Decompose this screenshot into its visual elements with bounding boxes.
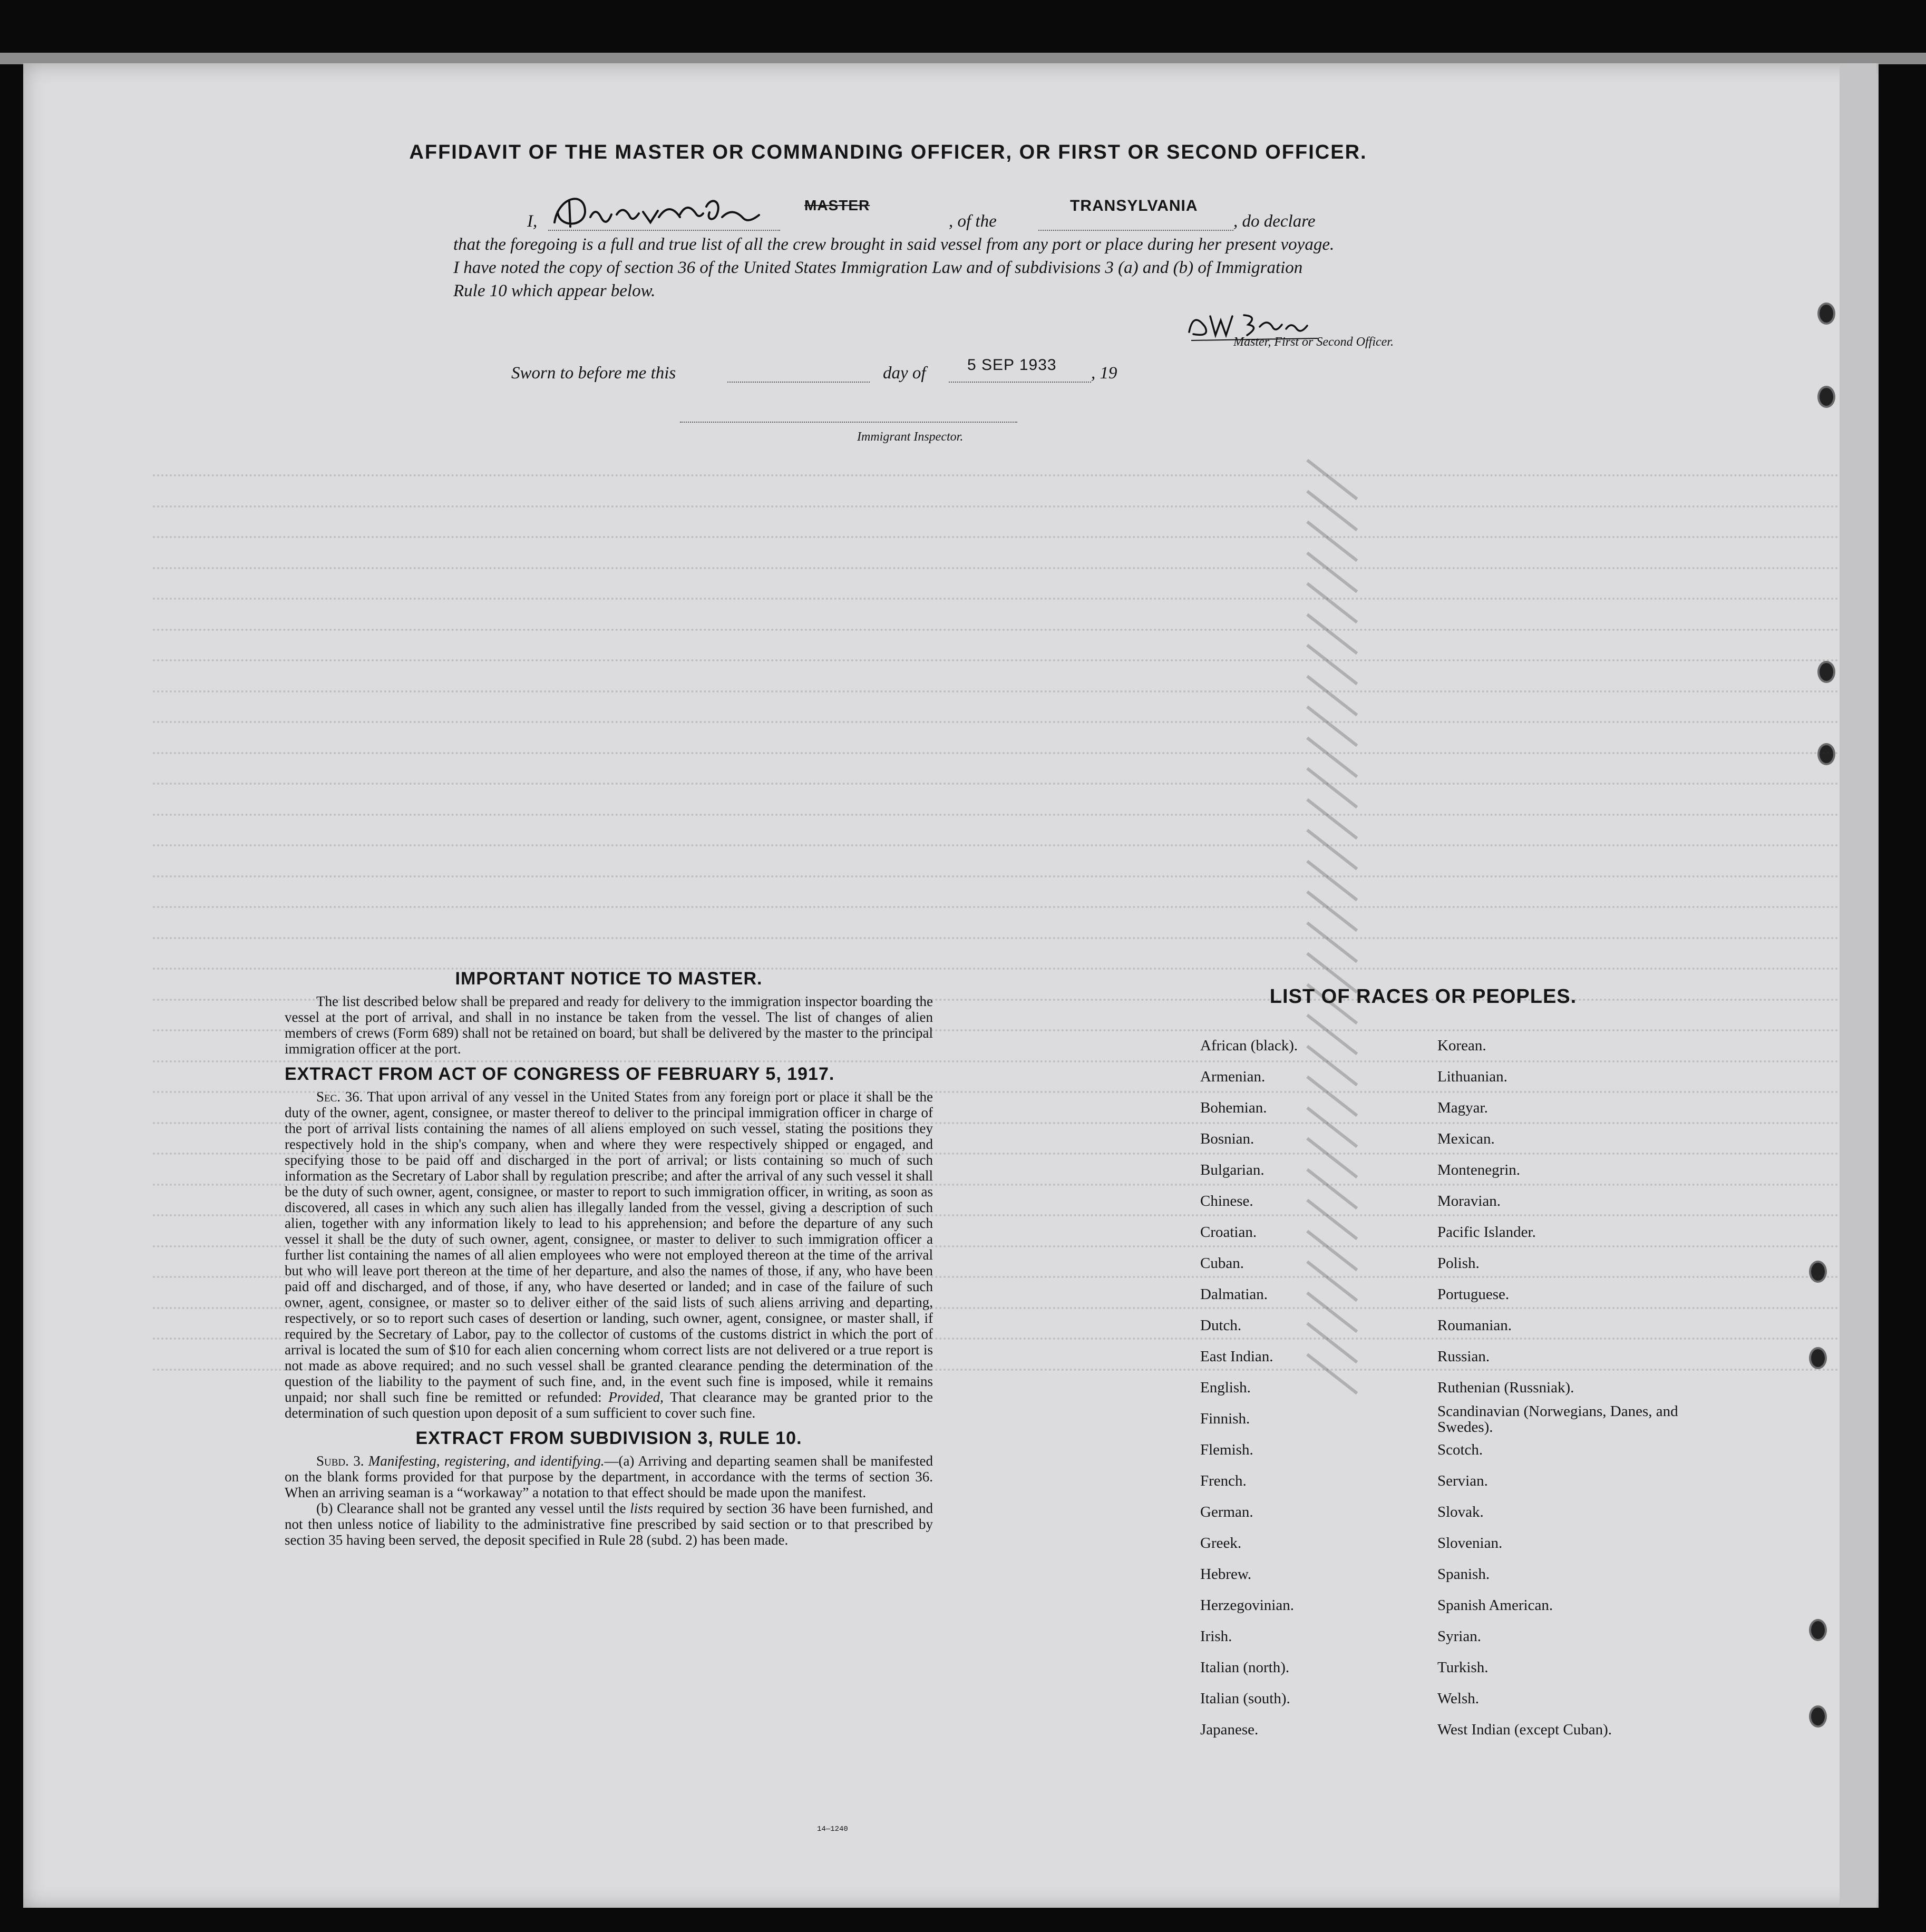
bleed-through-row <box>153 505 1840 515</box>
underlying-page-strip <box>1840 63 1876 1908</box>
race-item: Portuguese. <box>1437 1286 1510 1303</box>
affidavit-line-2: that the foregoing is a full and true list of all the crew brought in said vessel from any port or place during her present voyage. <box>453 235 1335 254</box>
subd-b-lead: (b) Clearance shall not be granted any vessel until the <box>316 1500 626 1516</box>
race-item: Montenegrin. <box>1437 1162 1521 1178</box>
notice-column <box>285 964 933 1548</box>
race-item: Bulgarian. <box>1200 1162 1264 1178</box>
race-item: Slovenian. <box>1437 1535 1503 1552</box>
race-item: Italian (north). <box>1200 1659 1290 1676</box>
binder-hole <box>1820 305 1833 323</box>
race-item: Pacific Islander. <box>1437 1224 1536 1241</box>
race-item: Armenian. <box>1200 1068 1266 1085</box>
subdivision-b-paragraph <box>285 1500 933 1548</box>
bleed-through-row <box>153 844 1840 854</box>
bleed-through-row <box>153 536 1840 545</box>
race-item: Korean. <box>1437 1037 1486 1054</box>
notice-heading: IMPORTANT NOTICE TO MASTER. <box>455 969 763 989</box>
sheet-top-edge <box>0 53 1926 64</box>
race-item: Chinese. <box>1200 1193 1253 1209</box>
race-item: Croatian. <box>1200 1224 1257 1241</box>
inspector-signature-line <box>680 422 1017 423</box>
act-extract-heading: EXTRACT FROM ACT OF CONGRESS OF FEBRUARY 5, 1917. <box>285 1064 835 1084</box>
races-list-left <box>1200 1030 1427 1745</box>
race-item: Scotch. <box>1437 1441 1483 1458</box>
race-item: Mexican. <box>1437 1130 1495 1147</box>
race-item: East Indian. <box>1200 1348 1273 1365</box>
sec-label: Sec. 36. <box>316 1089 363 1105</box>
race-item: Italian (south). <box>1200 1690 1290 1707</box>
bleed-through-row <box>153 690 1840 700</box>
section-36-text: That upon arrival of any vessel in the United States from any foreign port or place it shall be the duty of the owner, agent, consignee, or master thereof to deliver to the principal immigration officer in charge of the port of arrival lists containing the names of all aliens employed on such vessel, stating the positions they respectively hold in the ship's company, when and where they were respectively shipped or engaged, and specifying those to be paid off and discharged in the port of arrival; or lists containing so much of such information as the Secretary of Labor shall by regulation prescribe; and after the arrival of any such vessel it shall be the duty of such owner, agent, consignee, or master to report to such immigration officer, in writing, as soon as discovered, all cases in which any such alien has illegally landed from the vessel, giving a description of such alien, together with any information likely to lead to his apprehension; and before the departure of any such vessel it shall be the duty of such owner, agent, consignee, or master to deliver to such immigration officer a further list containing the names of all alien employees who were not employed thereon at the time of the arrival but who will leave port thereon at the time of her departure, and also the names of those, if any, who have been paid off and discharged, and of those, if any, who have deserted or landed; and in case of the failure of such owner, agent, consignee, or master so to deliver either of the said lists of such aliens arriving and departing, respectively, or so to report such cases of desertion or landing, such owner, agent, consignee, or master shall, if required by the Secretary of Labor, pay to the collector of customs of the customs district in which the port of arrival is located the sum of $10 for each alien concerning whom correct lists are not delivered or a true report is not made as above required; and no such vessel shall be granted clearance pending the determination of the question of the liability to the payment of such fine, and, in the event such fine is imposed, while it remains unpaid; nor shall such fine be remitted or refunded: <box>285 1089 933 1405</box>
subd-a-text: —(a) Arriving and departing seamen shall be manifested on the blank forms provided for that purpose by the department, in accordance with the terms of section 36. When an arriving seaman is a “workaway” a notation to that effect should be made upon the manifest. <box>285 1453 933 1500</box>
master-signature <box>548 186 791 238</box>
binder-hole <box>1811 1707 1825 1725</box>
bleed-through-row <box>153 814 1840 823</box>
race-item: Turkish. <box>1437 1659 1489 1676</box>
race-item: Lithuanian. <box>1437 1068 1507 1085</box>
race-item: African (black). <box>1200 1037 1298 1054</box>
rule-extract-heading: EXTRACT FROM SUBDIVISION 3, RULE 10. <box>415 1428 802 1448</box>
form-number: 14—1240 <box>817 1825 848 1833</box>
bleed-through-row <box>153 752 1840 762</box>
race-item: Welsh. <box>1437 1690 1480 1707</box>
sworn-month-line <box>949 382 1091 383</box>
races-list-right <box>1437 1030 1733 1745</box>
race-item: Bohemian. <box>1200 1099 1267 1116</box>
race-item: Roumanian. <box>1437 1317 1512 1334</box>
signature-caption: Master, First or Second Officer. <box>1233 335 1394 349</box>
race-item: Finnish. <box>1200 1410 1250 1427</box>
subd-title: Manifesting, registering, and identifying. <box>368 1453 605 1469</box>
race-item: Servian. <box>1437 1472 1488 1489</box>
race-item: French. <box>1200 1472 1247 1489</box>
of-the-label: , of the <box>949 212 997 231</box>
race-item: Japanese. <box>1200 1721 1259 1738</box>
inspector-caption: Immigrant Inspector. <box>857 430 964 444</box>
race-item: Irish. <box>1200 1628 1232 1645</box>
race-item: Syrian. <box>1437 1628 1481 1645</box>
race-item: Slovak. <box>1437 1504 1484 1520</box>
binder-hole <box>1811 1621 1825 1639</box>
date-stamp: 5 SEP 1933 <box>967 356 1057 374</box>
vessel-name: TRANSYLVANIA <box>1070 197 1198 214</box>
year-label: , 19 <box>1091 364 1117 383</box>
race-item: Greek. <box>1200 1535 1242 1552</box>
race-item: Flemish. <box>1200 1441 1253 1458</box>
race-item: Russian. <box>1437 1348 1490 1365</box>
race-item: Spanish. <box>1437 1566 1490 1583</box>
race-item: Dutch. <box>1200 1317 1242 1334</box>
race-item: Bosnian. <box>1200 1130 1254 1147</box>
sworn-day-line <box>727 382 870 383</box>
provided-word: Provided, <box>608 1389 664 1405</box>
vessel-field-line <box>1038 230 1233 231</box>
race-item: Hebrew. <box>1200 1566 1252 1583</box>
rank-field: MASTER <box>804 197 870 213</box>
race-item: Polish. <box>1437 1255 1480 1272</box>
race-item: Magyar. <box>1437 1099 1488 1116</box>
day-of-label: day of <box>883 364 926 383</box>
race-item: German. <box>1200 1504 1253 1520</box>
bleed-through-row <box>153 629 1840 638</box>
i-label: I, <box>527 212 538 231</box>
bleed-through-row <box>153 567 1840 577</box>
race-item: Ruthenian (Russniak). <box>1437 1379 1574 1396</box>
subdivision-a-paragraph <box>285 1453 933 1500</box>
section-36-paragraph <box>285 1089 933 1421</box>
subd-b-rest: required by section 36 have been furnished, and not then unless notice of liability to the administrative fine prescribed by said section or to that prescribed by section 35 having been served, the deposit specified in Rule 28 (subd. 2) has been made. <box>285 1500 933 1548</box>
section-36-end: That clearance may be granted prior to the determination of such question upon deposit of a sum sufficient to cover such fine. <box>285 1389 933 1421</box>
sworn-label: Sworn to before me this <box>511 364 676 383</box>
bleed-through-row <box>153 659 1840 669</box>
race-item: Herzegovinian. <box>1200 1597 1294 1614</box>
bleed-through-row <box>153 937 1840 947</box>
bleed-through-row <box>153 875 1840 885</box>
race-item: English. <box>1200 1379 1251 1396</box>
race-item: Spanish American. <box>1437 1597 1553 1614</box>
affidavit-line-4: Rule 10 which appear below. <box>453 281 656 300</box>
race-item: West Indian (except Cuban). <box>1437 1721 1612 1738</box>
affidavit-line-3: I have noted the copy of section 36 of the United States Immigration Law and of subdivisions 3 (a) and (b) of Immigration <box>453 258 1303 277</box>
bleed-through-row <box>153 474 1840 484</box>
race-item: Dalmatian. <box>1200 1286 1268 1303</box>
do-declare-label: , do declare <box>1233 212 1316 231</box>
bleed-through-row <box>153 598 1840 607</box>
bleed-through-row <box>153 906 1840 915</box>
bleed-through-row <box>153 721 1840 730</box>
notice-body: The list described below shall be prepared and ready for delivery to the immigration inspector boarding the vessel at the port of arrival, and shall in no instance be taken from the vessel. The list of changes of alien members of crews (Form 689) shall not be retained on board, but shall be delivered by the master to the principal immigration officer at the port. <box>285 993 933 1057</box>
race-item: Cuban. <box>1200 1255 1244 1272</box>
subd-b-lists: lists <box>630 1500 653 1516</box>
bleed-through-row <box>153 783 1840 792</box>
binder-hole <box>1820 388 1833 406</box>
affidavit-title: AFFIDAVIT OF THE MASTER OR COMMANDING OFFICER, OR FIRST OR SECOND OFFICER. <box>409 141 1367 163</box>
race-item: Scandinavian (Norwegians, Danes, and Swedes). <box>1437 1403 1678 1436</box>
races-title: LIST OF RACES OR PEOPLES. <box>1269 985 1577 1008</box>
binder-hole <box>1811 1349 1825 1367</box>
subd-label: Subd. 3. <box>316 1453 364 1469</box>
race-item: Moravian. <box>1437 1193 1501 1209</box>
